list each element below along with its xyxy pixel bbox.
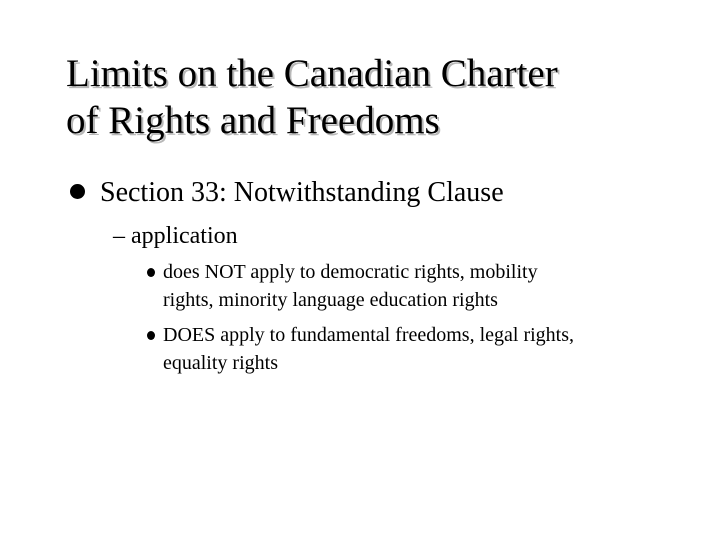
list-item-line-2: equality rights xyxy=(163,352,278,374)
sub-bullet-application xyxy=(113,222,238,250)
bullet-section-33 xyxy=(70,176,700,210)
bullet-dot-icon xyxy=(70,184,85,199)
list-item-text xyxy=(163,258,703,314)
list-item-line-1: DOES apply to fundamental freedoms, legal rights, xyxy=(163,324,575,346)
dash-marker: – xyxy=(113,223,125,249)
list-item-line-2: rights, minority language education rights xyxy=(163,289,498,311)
list-item-text xyxy=(163,321,703,377)
title-line-1: Limits on the Canadian Charter xyxy=(66,52,558,95)
bullet-dot-icon xyxy=(147,331,155,340)
bullet-text: Section 33: Notwithstanding Clause xyxy=(100,177,504,208)
sub-bullet-text: application xyxy=(131,223,238,249)
slide-title xyxy=(66,50,686,144)
title-line-2: of Rights and Freedoms xyxy=(66,99,440,142)
list-item-line-1: does NOT apply to democratic rights, mobility xyxy=(163,261,538,283)
bullet-dot-icon xyxy=(147,268,155,277)
